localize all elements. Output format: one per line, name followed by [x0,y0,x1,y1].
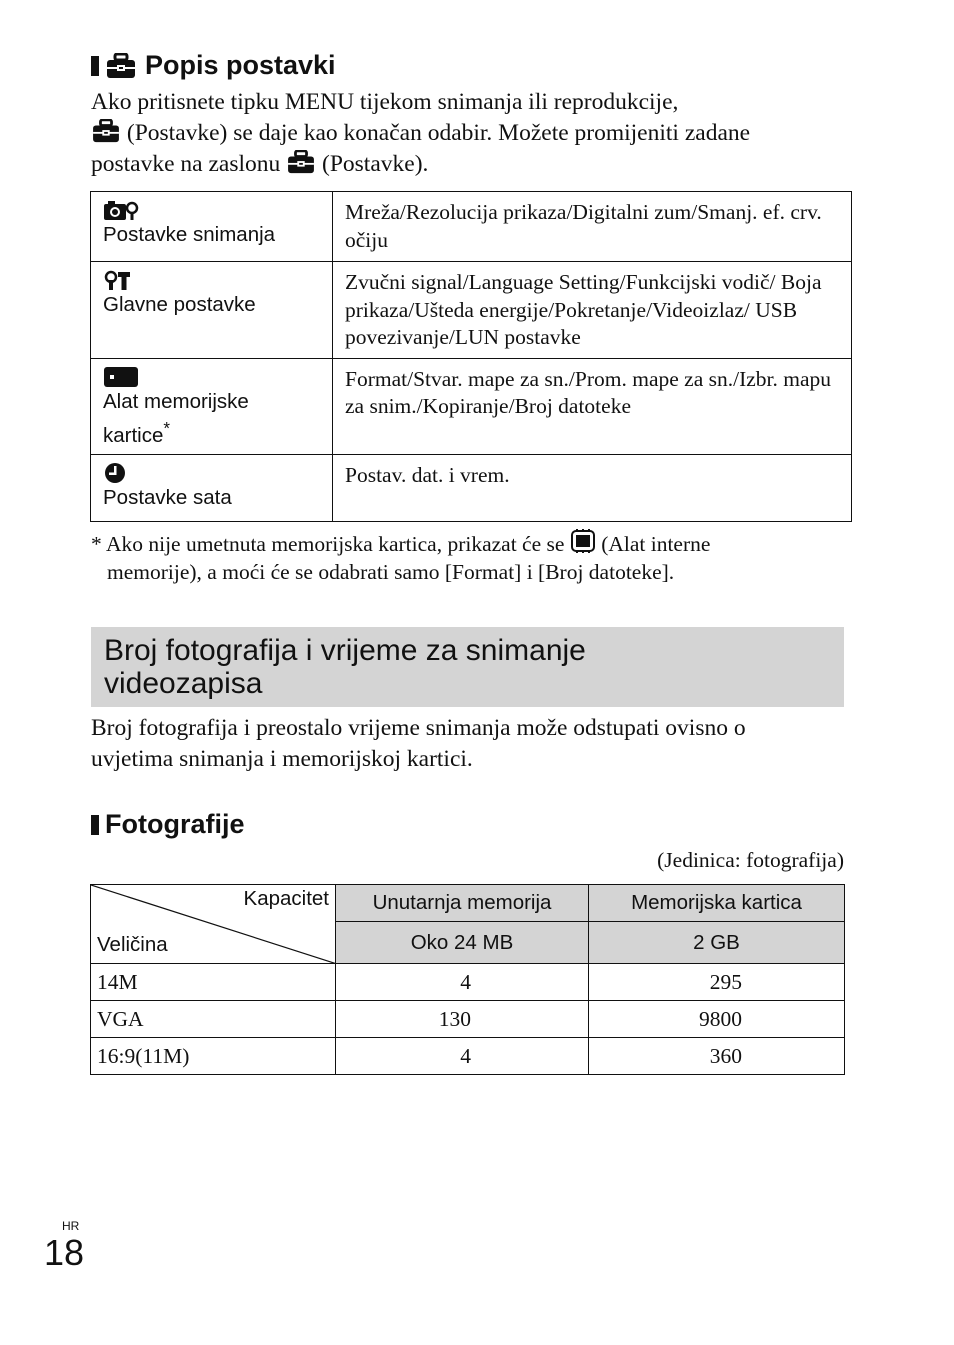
section-title [104,634,586,700]
settings-items-cell: Mreža/Rezolucija prikaza/Digitalni zum/Smanj. ef. crv. očiju [333,192,852,262]
unit-label: (Jedinica: fotografija) [657,848,844,872]
settings-category-cell [91,192,333,262]
section-title: Popis postavki [145,50,336,80]
section-title-line: videozapisa [104,667,263,700]
table-header-row [91,885,845,922]
intro-line [91,149,750,180]
wrench-settings-icon [103,269,139,291]
table-footnote [91,528,710,586]
table-row [91,455,852,522]
corner-bottom-label: Veličina [97,933,168,956]
section-title-line: Broj fotografija i vrijeme za snimanje [104,634,586,667]
column-subheader: 2 GB [589,922,845,964]
card-count-cell: 360 [589,1038,845,1075]
intro-text: (Postavke) se daje kao konačan odabir. Možete promijeniti zadane [126,120,751,146]
toolbox-icon [91,119,121,143]
paragraph-line: Broj fotografija i preostalo vrijeme snimanja može odstupati ovisno o [91,715,746,741]
column-subheader: Oko 24 MB [336,922,589,964]
paragraph-line: uvjetima snimanja i memorijskoj kartici. [91,746,473,772]
settings-category-label: Postavke sata [103,486,232,510]
table-row [91,1038,845,1075]
table-row [91,358,852,455]
table-row [91,192,852,262]
heading-marker [91,56,99,76]
table-row [91,262,852,359]
footnote-text: (Alat interne [601,532,711,556]
settings-items-cell: Zvučni signal/Language Setting/Funkcijski vodič/ Boja prikaza/Ušteda energije/Pokretanje/Videoizlaz/ USB povezivanje/LUN postavke [333,262,852,359]
settings-items-cell: Postav. dat. i vrem. [333,455,852,522]
capacity-paragraph [91,713,746,775]
settings-items-cell: Format/Stvar. mape za sn./Prom. mape za sn./Izbr. mapu za snim./Kopiranje/Broj datoteke [333,358,852,455]
clock-icon [103,462,129,484]
intro-line [91,118,750,149]
internal-memory-icon [570,528,596,554]
photos-table [90,884,845,1075]
language-code: HR [62,1219,80,1233]
toolbox-icon [286,150,316,174]
footnote-line [91,528,710,559]
settings-category-cell [91,262,333,359]
settings-category-label: Glavne postavke [103,293,256,316]
table-row [91,1001,845,1038]
internal-count-cell: 4 [336,1038,589,1075]
internal-count-cell: 130 [336,1001,589,1038]
section-heading-settings-list [91,50,336,81]
footnote-marker: * [163,418,171,438]
intro-line: Ako pritisnete tipku MENU tijekom snimanja ili reprodukcije, [91,89,679,115]
intro-text: (Postavke). [322,151,429,177]
toolbox-icon [105,53,137,79]
card-count-cell: 9800 [589,1001,845,1038]
size-cell: 16:9(11M) [91,1038,336,1075]
corner-header-cell [91,885,336,964]
camera-settings-icon [103,199,139,221]
intro-paragraph [91,87,750,180]
section-title: Fotografije [105,809,245,839]
settings-category-cell [91,455,333,522]
column-header: Unutarnja memorija [336,885,589,922]
heading-marker [91,815,99,835]
column-header: Memorijska kartica [589,885,845,922]
section-band [91,627,844,707]
settings-category-label: Alat memorijske kartice [103,389,249,447]
corner-top-label: Kapacitet [243,887,329,910]
internal-count-cell: 4 [336,964,589,1001]
settings-category-cell [91,358,333,455]
page-number: 18 [44,1232,85,1273]
footnote-line: memorije), a moći će se odabrati samo [Format] i [Broj datoteke]. [107,559,675,584]
size-cell: 14M [91,964,336,1001]
footnote-text: * Ako nije umetnuta memorijska kartica, prikazat će se [91,532,565,556]
settings-table [90,191,852,522]
section-heading-photos [91,809,245,840]
settings-category-label: Postavke snimanja [103,223,276,246]
size-cell: VGA [91,1001,336,1038]
intro-text: postavke na zaslonu [91,151,281,177]
card-count-cell: 295 [589,964,845,1001]
table-row [91,964,845,1001]
memory-card-icon [103,366,139,388]
